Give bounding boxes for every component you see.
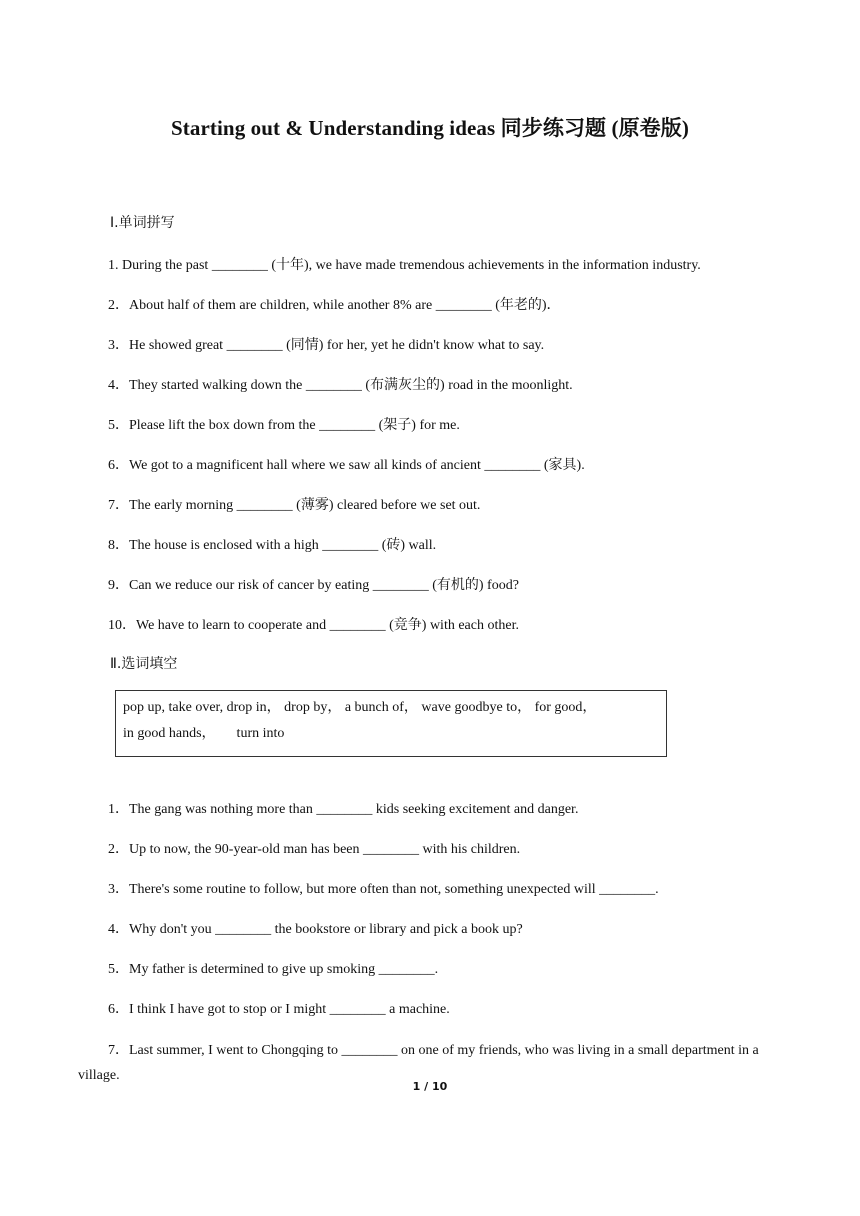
spelling-question: 6．We got to a magnificent hall where we saw all kinds of ancient ________ (家具). xyxy=(108,458,585,473)
spelling-question: 2．About half of them are children, while another 8% are ________ (年老的)． xyxy=(108,298,561,313)
spelling-question: 10．We have to learn to cooperate and ________ (竞争) with each other. xyxy=(108,618,519,633)
section-heading-fill-in: Ⅱ.选词填空 xyxy=(110,656,178,672)
spelling-question: 8．The house is enclosed with a high ________ (砖) wall. xyxy=(108,538,437,553)
spelling-question: 3．He showed great ________ (同情) for her, yet he didn't know what to say. xyxy=(108,338,545,353)
page-number: 1 / 10 xyxy=(412,1080,448,1093)
spelling-question: 7．The early morning ________ (薄雾) cleared before we set out. xyxy=(108,498,481,513)
word-bank-box xyxy=(115,690,667,757)
fill-in-question: 1．The gang was nothing more than ________ kids seeking excitement and danger. xyxy=(108,802,579,817)
page-title: Starting out & Understanding ideas 同步练习题 (原卷版) xyxy=(171,116,689,140)
fill-in-question: 3．There's some routine to follow, but more often than not, something unexpected will ________. xyxy=(108,882,659,897)
section-heading-spelling: Ⅰ.单词拼写 xyxy=(110,215,175,231)
fill-in-question: 5．My father is determined to give up smoking ________. xyxy=(108,962,439,977)
spelling-question: 5．Please lift the box down from the ________ (架子) for me. xyxy=(108,418,460,433)
fill-in-question: 2．Up to now, the 90-year-old man has been ________ with his children. xyxy=(108,842,521,857)
word-bank-line: pop up, take over, drop in， drop by， a bunch of， wave goodbye to， for good， xyxy=(123,700,597,715)
spelling-question: 1. During the past ________ (十年), we have made tremendous achievements in the information industry. xyxy=(108,258,701,273)
spelling-question: 4．They started walking down the ________ (布满灰尘的) road in the moonlight. xyxy=(108,378,573,393)
word-bank-line: in good hands， turn into xyxy=(123,726,285,741)
fill-in-question: 6．I think I have got to stop or I might ________ a machine. xyxy=(108,1002,450,1017)
fill-in-question: 4．Why don't you ________ the bookstore or library and pick a book up? xyxy=(108,922,523,937)
fill-in-question: 7．Last summer, I went to Chongqing to ________ on one of my friends, who was living in a small department in a village. xyxy=(78,1043,759,1083)
spelling-question: 9．Can we reduce our risk of cancer by eating ________ (有机的) food? xyxy=(108,578,519,593)
